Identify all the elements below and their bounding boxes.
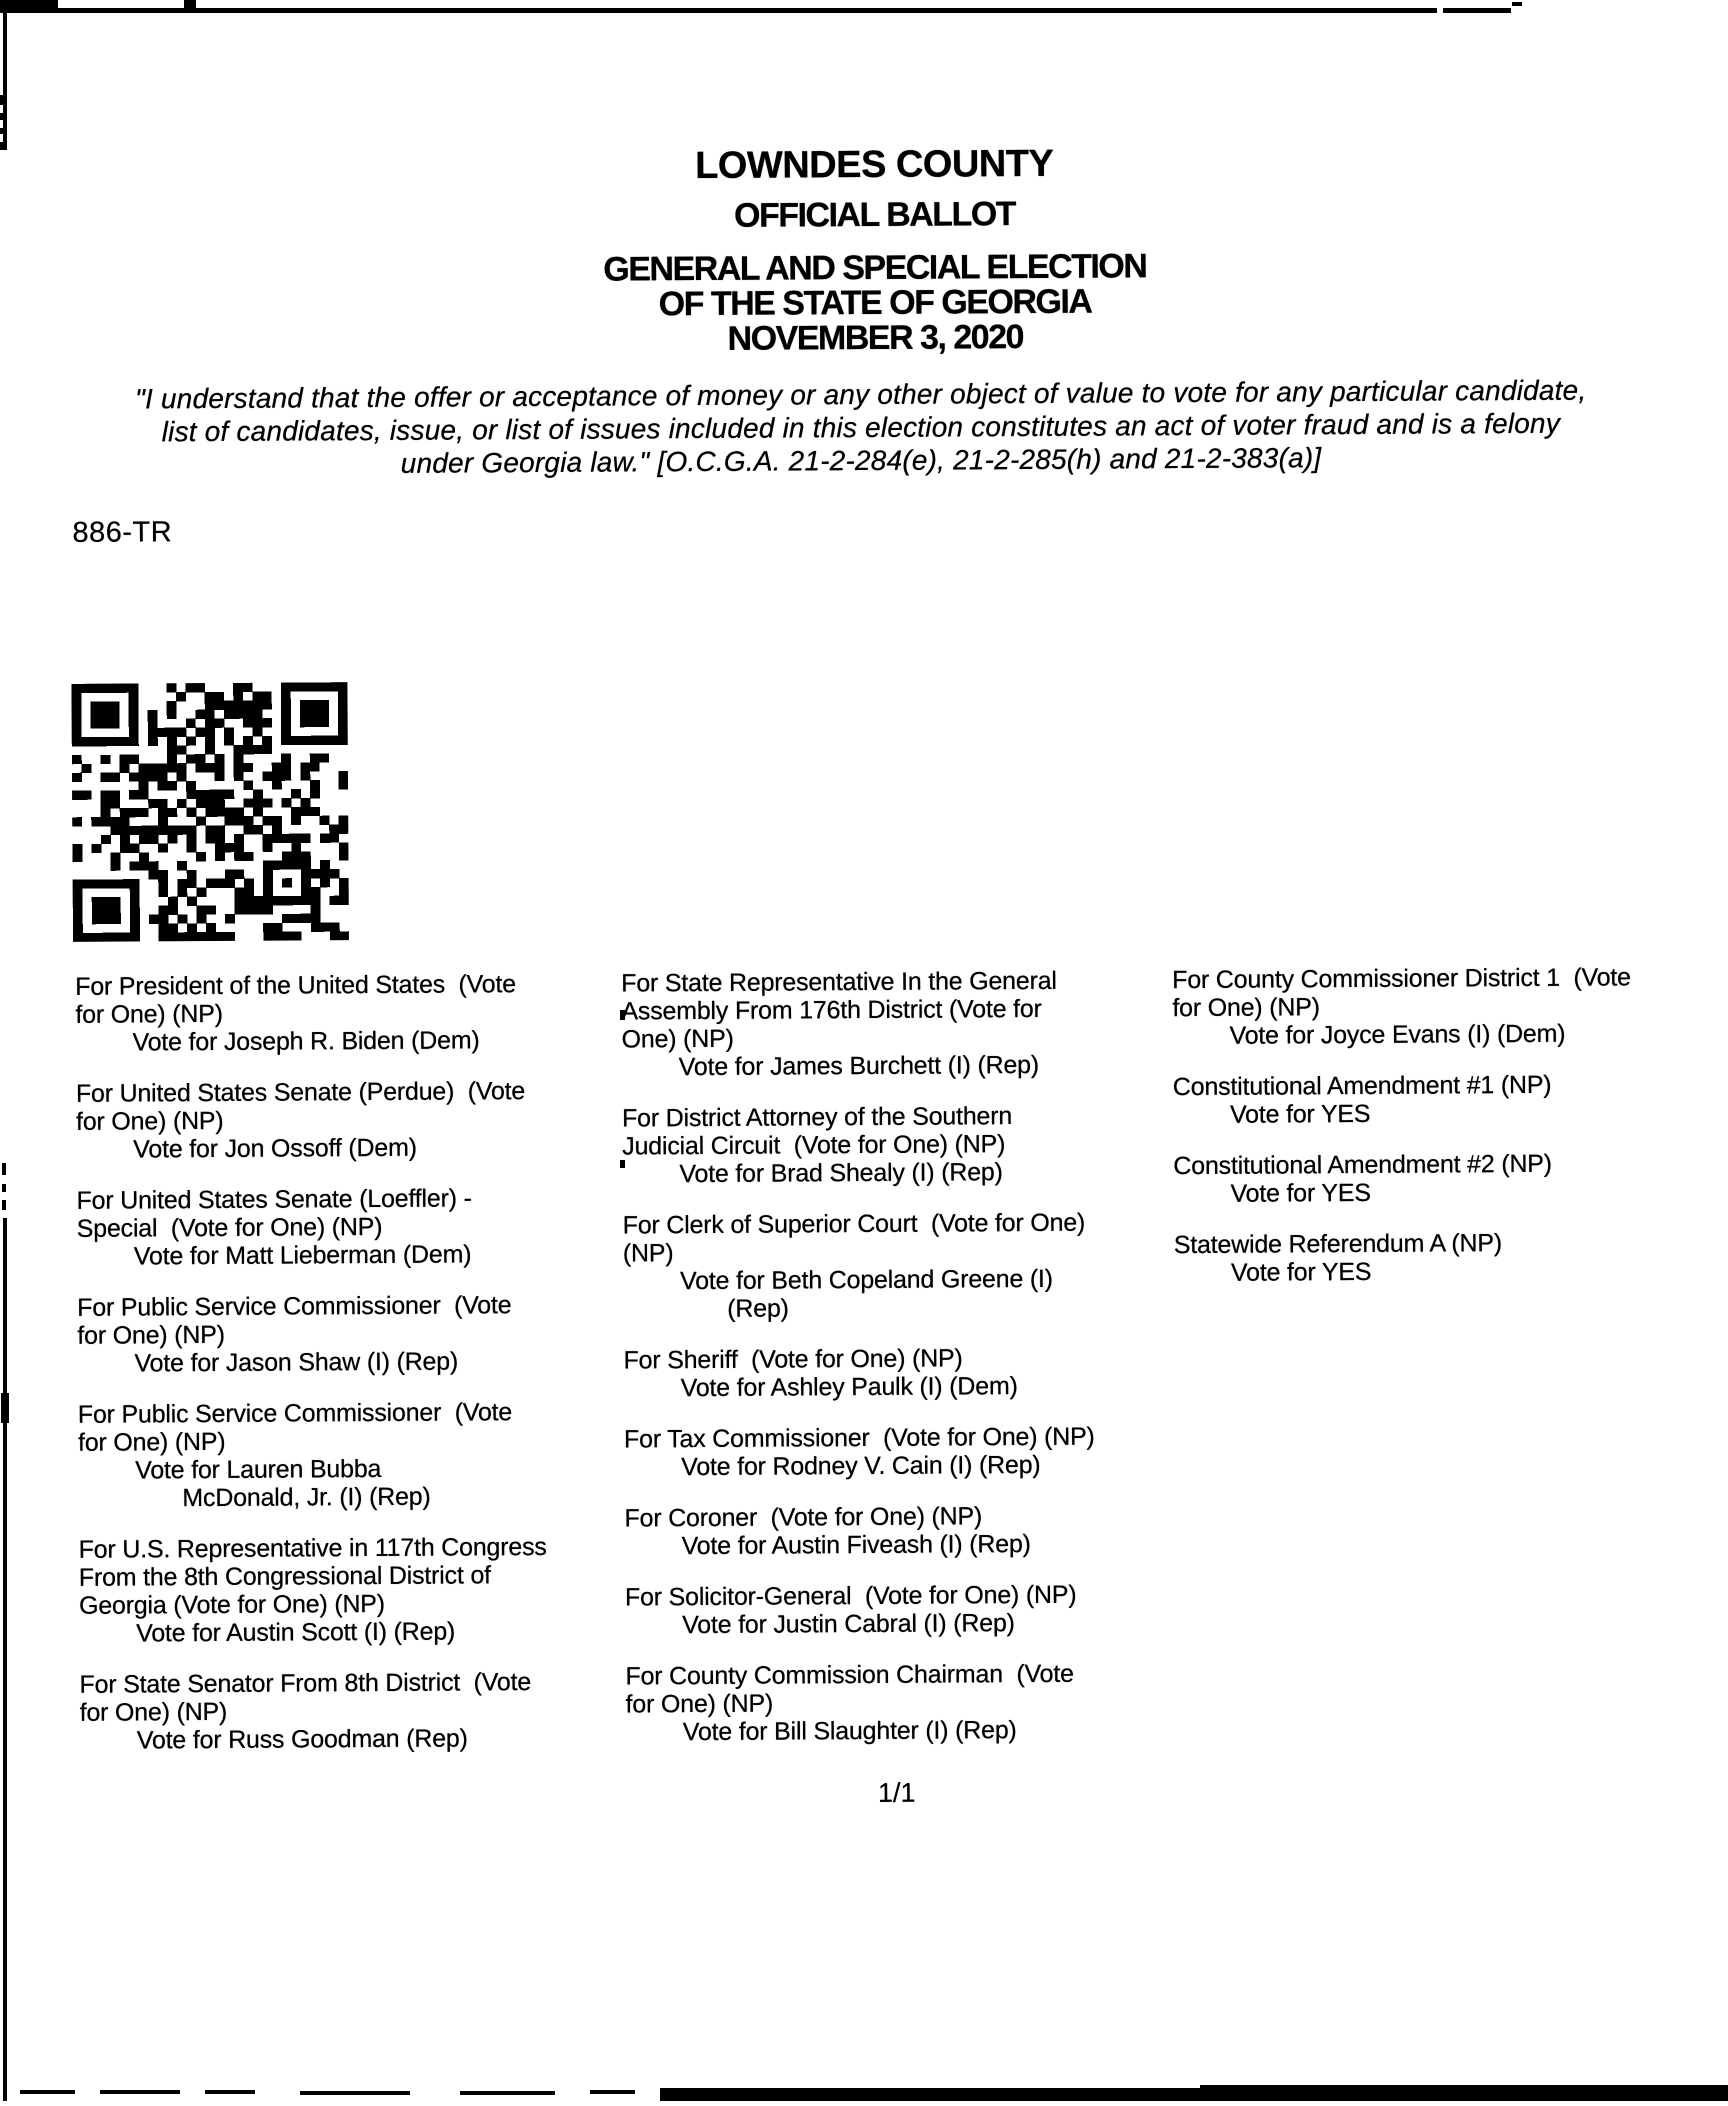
contest xyxy=(75,969,622,1056)
county-title: LOWNDES COUNTY xyxy=(694,142,1054,188)
contest-title-line: For President of the United States (Vote xyxy=(75,970,516,1001)
contest-title-line: For Clerk of Superior Court (Vote for One) xyxy=(622,1208,1086,1240)
fraud-disclaimer-line: list of candidates, issue, or list of issues included in this election constitutes an act of voter fraud and is a felony xyxy=(161,407,1561,448)
election-title-line-2: OF THE STATE OF GEORGIA xyxy=(658,282,1092,324)
vote-for-line: Vote for Austin Scott (I) (Rep) xyxy=(136,1617,456,1648)
vote-for-line: Vote for Matt Lieberman (Dem) xyxy=(133,1240,472,1271)
vote-for-line: Vote for YES xyxy=(1230,1178,1371,1208)
contest-title-line: Judicial Circuit (Vote for One) (NP) xyxy=(622,1130,1006,1161)
contest-title-line: From the 8th Congressional District of xyxy=(78,1561,491,1592)
contest xyxy=(79,1667,626,1754)
contest-title-line: For United States Senate (Perdue) (Vote xyxy=(75,1077,526,1108)
vote-for-line: Vote for James Burchett (I) (Rep) xyxy=(678,1050,1040,1082)
vote-for-line: Vote for YES xyxy=(1230,1257,1372,1287)
contest-title-line: for One) (NP) xyxy=(77,1320,225,1350)
contest-title-line: For Public Service Commissioner (Vote xyxy=(77,1398,513,1429)
contest-title-line: For District Attorney of the Southern xyxy=(621,1102,1013,1133)
contest-title-line: for One) (NP) xyxy=(77,1427,226,1457)
vote-for-line: Vote for Brad Shealy (I) (Rep) xyxy=(679,1158,1003,1189)
contest-title-line: Assembly From 176th District (Vote for xyxy=(621,994,1042,1026)
vote-for-line: Vote for Ashley Paulk (I) (Dem) xyxy=(680,1372,1018,1403)
contest xyxy=(622,1101,1171,1188)
contest xyxy=(76,1183,623,1270)
vote-for-line: Vote for Joseph R. Biden (Dem) xyxy=(132,1026,480,1057)
contest-title-line: Constitutional Amendment #2 (NP) xyxy=(1173,1149,1552,1181)
contest-title-line: For Public Service Commissioner (Vote xyxy=(77,1291,512,1322)
vote-for-line: Vote for Jason Shaw (I) (Rep) xyxy=(134,1347,459,1378)
contest-title-line: for One) (NP) xyxy=(75,999,223,1029)
vote-for-line: Vote for Jon Ossoff (Dem) xyxy=(133,1133,417,1164)
page-number: 1/1 xyxy=(877,1777,916,1808)
contest xyxy=(625,1580,1173,1639)
contest-title-line: For Tax Commissioner (Vote for One) (NP) xyxy=(623,1422,1095,1454)
fraud-disclaimer-line: under Georgia law." [O.C.G.A. 21-2-284(e), 21-2-285(h) and 21-2-383(a)] xyxy=(400,442,1322,479)
election-title-line-1: GENERAL AND SPECIAL ELECTION xyxy=(603,247,1147,289)
vote-for-line: Vote for Austin Fiveash (I) (Rep) xyxy=(681,1529,1031,1561)
contest-title-line: For Coroner (Vote for One) (NP) xyxy=(624,1502,983,1533)
vote-for-line: Vote for Joyce Evans (I) (Dem) xyxy=(1229,1019,1566,1050)
vote-for-line: Vote for YES xyxy=(1229,1099,1371,1129)
ballot-style-code: 886-TR xyxy=(72,516,173,549)
contest-title-line: for One) (NP) xyxy=(625,1689,774,1719)
contest xyxy=(1173,1149,1728,1208)
contest-title-line: For County Commission Chairman (Vote xyxy=(625,1659,1074,1691)
contest xyxy=(76,1076,623,1163)
contest xyxy=(77,1290,624,1377)
contest-title-line: for One) (NP) xyxy=(1172,993,1320,1023)
contest xyxy=(79,1532,626,1647)
contest xyxy=(1174,1228,1728,1287)
contest xyxy=(623,1208,1172,1323)
vote-for-line: Vote for Beth Copeland Greene (I) xyxy=(679,1264,1053,1296)
contest-title-line: For Solicitor-General (Vote for One) (NP) xyxy=(624,1580,1077,1612)
vote-for-line: Vote for Russ Goodman (Rep) xyxy=(136,1724,468,1755)
ballot-type-title: OFFICIAL BALLOT xyxy=(733,195,1016,235)
vote-for-line: Vote for Lauren Bubba xyxy=(135,1454,382,1485)
contest xyxy=(624,1422,1172,1481)
contest xyxy=(621,966,1170,1081)
vote-for-line: Vote for Rodney V. Cain (I) (Rep) xyxy=(681,1450,1041,1482)
contest xyxy=(623,1343,1171,1402)
contest-title-line: Constitutional Amendment #1 (NP) xyxy=(1172,1070,1552,1102)
contest-column-3 xyxy=(1172,963,1728,1310)
contest xyxy=(78,1397,625,1512)
vote-for-line: Vote for Justin Cabral (I) (Rep) xyxy=(682,1609,1015,1640)
contest-title-line: For Sheriff (Vote for One) (NP) xyxy=(623,1344,963,1375)
contest-column-1 xyxy=(75,969,626,1777)
contest xyxy=(625,1659,1174,1746)
election-title-line-3: NOVEMBER 3, 2020 xyxy=(727,318,1024,358)
contest-title-line: For State Representative In the General xyxy=(621,966,1057,998)
contest-title-line: For U.S. Representative in 117th Congress xyxy=(78,1532,547,1564)
qr-code xyxy=(71,682,349,942)
contest-title-line: Georgia (Vote for One) (NP) xyxy=(78,1589,385,1620)
contest-title-line: For State Senator From 8th District (Vote xyxy=(79,1668,532,1699)
contest-title-line: One) (NP) xyxy=(621,1024,734,1054)
contest-column-2 xyxy=(621,966,1174,1769)
fraud-disclaimer-line: "I understand that the offer or acceptance of money or any other object of value to vote for any particular candidate, xyxy=(134,374,1587,415)
contest-title-line: for One) (NP) xyxy=(79,1697,228,1727)
contest-title-line: (NP) xyxy=(622,1239,674,1268)
vote-for-line: (Rep) xyxy=(727,1294,789,1323)
vote-for-line: McDonald, Jr. (I) (Rep) xyxy=(182,1482,431,1513)
contest-title-line: For United States Senate (Loeffler) - xyxy=(76,1184,472,1215)
contest-title-line: for One) (NP) xyxy=(75,1106,224,1136)
contest-title-line: Statewide Referendum A (NP) xyxy=(1173,1229,1503,1260)
contest-title-line: Special (Vote for One) (NP) xyxy=(76,1212,383,1243)
vote-for-line: Vote for Bill Slaughter (I) (Rep) xyxy=(682,1716,1017,1747)
contest-title-line: For County Commissioner District 1 (Vote xyxy=(1172,963,1631,995)
contest xyxy=(1173,1070,1728,1129)
fraud-disclaimer xyxy=(0,373,1725,483)
contest xyxy=(624,1501,1172,1560)
contest xyxy=(1172,963,1728,1050)
